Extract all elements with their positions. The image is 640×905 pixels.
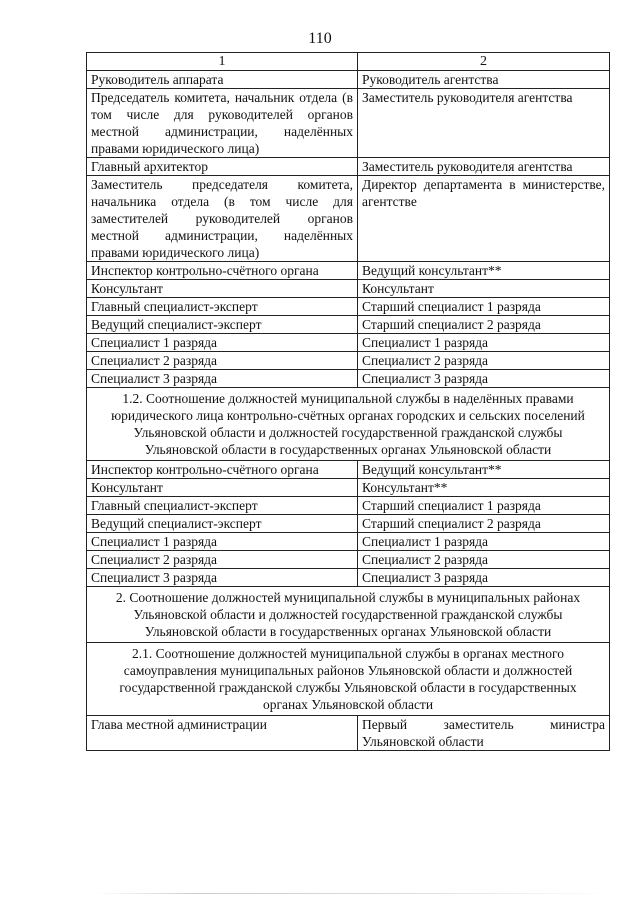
state-position-cell: Специалист 3 разряда: [358, 370, 610, 388]
page-number: 110: [308, 30, 332, 47]
table-row: [87, 316, 610, 334]
column-header-1: 1: [87, 53, 358, 71]
table-row: [87, 352, 610, 370]
table-row: [87, 515, 610, 533]
state-position-cell: Специалист 1 разряда: [358, 334, 610, 352]
state-position-cell: Старший специалист 1 разряда: [358, 497, 610, 515]
state-position-cell: Старший специалист 2 разряда: [358, 515, 610, 533]
state-position-cell: Заместитель руководителя агентства: [358, 89, 610, 158]
municipal-position-cell: Руководитель аппарата: [87, 71, 358, 89]
table-body: [87, 53, 610, 751]
table-row: [87, 533, 610, 551]
table-row: [87, 298, 610, 316]
table-row: [87, 262, 610, 280]
municipal-position-cell: Главный специалист-эксперт: [87, 497, 358, 515]
municipal-position-cell: Консультант: [87, 479, 358, 497]
table-row: [87, 71, 610, 89]
table-row: [87, 334, 610, 352]
state-position-cell: Консультант**: [358, 479, 610, 497]
state-position-cell: Директор департамента в министерстве, агентстве: [358, 176, 610, 262]
section-heading: 2. Соотношение должностей муниципальной службы в муниципальных районах Ульяновской области и должностей государственной гражданской службы Ульяновской области в государственных органах Ульяновской области: [87, 587, 610, 643]
table-row: [87, 479, 610, 497]
table-row: [87, 569, 610, 587]
state-position-cell: Ведущий консультант**: [358, 262, 610, 280]
section-heading: 2.1. Соотношение должностей муниципальной службы в органах местного самоуправления муниципальных районов Ульяновской области и должностей государственной гражданской службы Ульяновской области в государственных органах Ульяновской области: [87, 643, 610, 716]
state-position-cell: Специалист 2 разряда: [358, 551, 610, 569]
municipal-position-cell: Инспектор контрольно-счётного органа: [87, 262, 358, 280]
municipal-position-cell: Специалист 2 разряда: [87, 352, 358, 370]
municipal-position-cell: Специалист 3 разряда: [87, 569, 358, 587]
state-position-cell: Старший специалист 1 разряда: [358, 298, 610, 316]
table-header-row: [87, 53, 610, 71]
municipal-position-cell: Консультант: [87, 280, 358, 298]
section-heading-row: [87, 643, 610, 716]
municipal-position-cell: Ведущий специалист-эксперт: [87, 515, 358, 533]
state-position-cell: Старший специалист 2 разряда: [358, 316, 610, 334]
state-position-cell: Специалист 3 разряда: [358, 569, 610, 587]
municipal-position-cell: Глава местной администрации: [87, 716, 358, 751]
state-position-cell: Первый заместитель министра Ульяновской области: [358, 716, 610, 751]
state-position-cell: Ведущий консультант**: [358, 461, 610, 479]
state-position-cell: Специалист 2 разряда: [358, 352, 610, 370]
municipal-position-cell: Специалист 1 разряда: [87, 533, 358, 551]
state-position-cell: Консультант: [358, 280, 610, 298]
table-row: [87, 461, 610, 479]
municipal-position-cell: Главный специалист-эксперт: [87, 298, 358, 316]
table-row: [87, 280, 610, 298]
state-position-cell: Заместитель руководителя агентства: [358, 158, 610, 176]
municipal-position-cell: Ведущий специалист-эксперт: [87, 316, 358, 334]
section-heading-row: [87, 587, 610, 643]
municipal-position-cell: Специалист 1 разряда: [87, 334, 358, 352]
table-row: [87, 176, 610, 262]
state-position-cell: Руководитель агентства: [358, 71, 610, 89]
municipal-position-cell: Специалист 2 разряда: [87, 551, 358, 569]
table-row: [87, 158, 610, 176]
table-row: [87, 497, 610, 515]
section-heading: 1.2. Соотношение должностей муниципальной службы в наделённых правами юридического лица контрольно-счётных органах городских и сельских поселений Ульяновской области и должностей государственной гражданской службы Ульяновской области в государственных органах Ульяновской области: [87, 388, 610, 461]
municipal-position-cell: Главный архитектор: [87, 158, 358, 176]
table-row: [87, 716, 610, 751]
state-position-cell: Специалист 1 разряда: [358, 533, 610, 551]
section-heading-row: [87, 388, 610, 461]
municipal-position-cell: Инспектор контрольно-счётного органа: [87, 461, 358, 479]
municipal-position-cell: Председатель комитета, начальник отдела (в том числе для руководителей органов местной администрации, наделённых правами юридического лица): [87, 89, 358, 158]
municipal-position-cell: Заместитель председателя комитета, начальника отдела (в том числе для заместителей руководителей органов местной администрации, наделённых правами юридического лица): [87, 176, 358, 262]
position-correspondence-table: [86, 52, 610, 751]
table-row: [87, 89, 610, 158]
table-row: [87, 370, 610, 388]
municipal-position-cell: Специалист 3 разряда: [87, 370, 358, 388]
table-row: [87, 551, 610, 569]
column-header-2: 2: [358, 53, 610, 71]
scan-artifact-line: [94, 893, 614, 894]
